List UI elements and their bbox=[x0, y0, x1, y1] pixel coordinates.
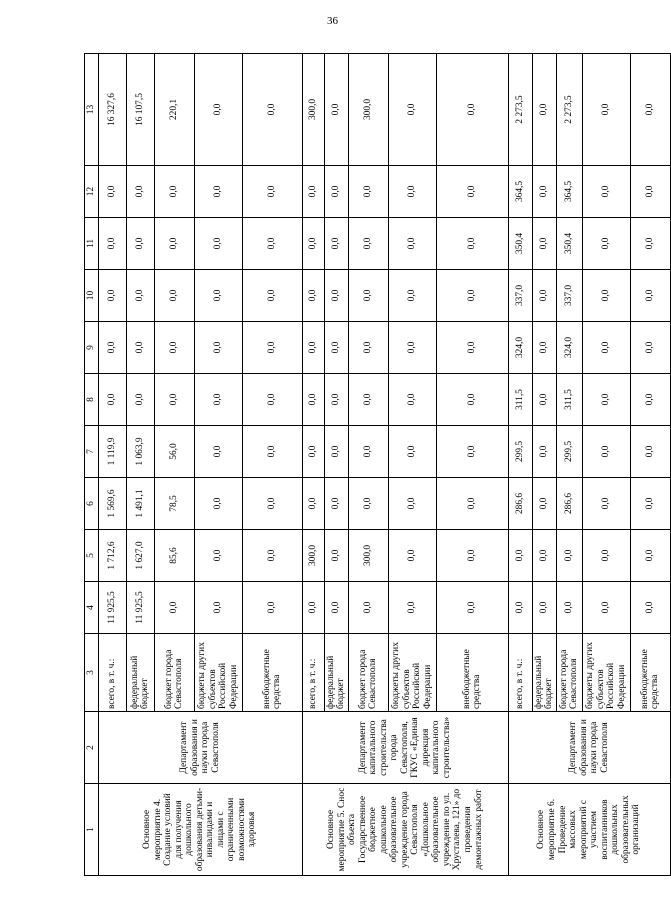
value-cell: 300,0 bbox=[302, 54, 324, 166]
value-cell: 0,0 bbox=[154, 322, 194, 374]
column-header-7: 7 bbox=[85, 426, 99, 478]
table-body bbox=[98, 54, 670, 876]
value-cell: 299,5 bbox=[508, 426, 532, 478]
value-cell: 0,0 bbox=[242, 322, 302, 374]
column-header-6: 6 bbox=[85, 478, 99, 530]
value-cell: 0,0 bbox=[348, 374, 388, 426]
value-cell: 300,0 bbox=[348, 54, 388, 166]
value-cell: 0,0 bbox=[388, 582, 436, 634]
value-cell: 0,0 bbox=[436, 270, 508, 322]
column-header-2: 2 bbox=[85, 712, 99, 784]
value-cell: 1 491,1 bbox=[126, 478, 154, 530]
value-cell: 0,0 bbox=[532, 322, 556, 374]
funding-source-cell: бюджеты других субъектов Российской Федерации bbox=[388, 634, 436, 712]
funding-source-cell: федеральный бюджет bbox=[324, 634, 348, 712]
value-cell: 0,0 bbox=[126, 374, 154, 426]
column-header-1: 1 bbox=[85, 784, 99, 876]
executor-cell: Департамент образования и науки города Севастополя bbox=[508, 712, 670, 784]
value-cell: 0,0 bbox=[348, 322, 388, 374]
value-cell: 0,0 bbox=[630, 582, 670, 634]
value-cell: 0,0 bbox=[532, 54, 556, 166]
funding-source-cell: бюджеты других субъектов Российской Федерации bbox=[582, 634, 630, 712]
value-cell: 0,0 bbox=[154, 218, 194, 270]
value-cell: 0,0 bbox=[242, 426, 302, 478]
value-cell: 0,0 bbox=[324, 54, 348, 166]
value-cell: 0,0 bbox=[630, 426, 670, 478]
value-cell: 299,5 bbox=[556, 426, 582, 478]
value-cell: 0,0 bbox=[194, 322, 242, 374]
value-cell: 300,0 bbox=[348, 530, 388, 582]
value-cell: 56,0 bbox=[154, 426, 194, 478]
value-cell: 0,0 bbox=[532, 374, 556, 426]
column-header-4: 4 bbox=[85, 582, 99, 634]
value-cell: 0,0 bbox=[194, 374, 242, 426]
funding-source-cell: внебюджетные средства bbox=[242, 634, 302, 712]
page-number: 36 bbox=[327, 15, 338, 27]
measure-cell: Основное мероприятие 4. Создание условий для получения дошкольного образования детьми-инвалидами и лицами с ограниченными возможностями здоровья bbox=[98, 784, 302, 876]
value-cell: 0,0 bbox=[154, 270, 194, 322]
value-cell: 364,5 bbox=[556, 166, 582, 218]
value-cell: 0,0 bbox=[126, 270, 154, 322]
value-cell: 0,0 bbox=[532, 218, 556, 270]
value-cell: 0,0 bbox=[302, 270, 324, 322]
funding-source-cell: всего, в т. ч.: bbox=[508, 634, 532, 712]
table-row bbox=[98, 54, 126, 876]
value-cell: 0,0 bbox=[436, 530, 508, 582]
column-header-9: 9 bbox=[85, 322, 99, 374]
value-cell: 0,0 bbox=[348, 218, 388, 270]
value-cell: 220,1 bbox=[154, 54, 194, 166]
value-cell: 16 327,6 bbox=[98, 54, 126, 166]
value-cell: 0,0 bbox=[582, 582, 630, 634]
value-cell: 0,0 bbox=[194, 478, 242, 530]
value-cell: 0,0 bbox=[126, 166, 154, 218]
value-cell: 0,0 bbox=[242, 54, 302, 166]
value-cell: 0,0 bbox=[582, 426, 630, 478]
value-cell: 11 925,5 bbox=[126, 582, 154, 634]
value-cell: 0,0 bbox=[532, 166, 556, 218]
value-cell: 0,0 bbox=[582, 218, 630, 270]
value-cell: 0,0 bbox=[582, 54, 630, 166]
value-cell: 0,0 bbox=[436, 166, 508, 218]
value-cell: 11 925,5 bbox=[98, 582, 126, 634]
value-cell: 0,0 bbox=[302, 322, 324, 374]
value-cell: 1 119,9 bbox=[98, 426, 126, 478]
value-cell: 0,0 bbox=[242, 530, 302, 582]
value-cell: 0,0 bbox=[348, 478, 388, 530]
column-header-10: 10 bbox=[85, 270, 99, 322]
value-cell: 0,0 bbox=[436, 54, 508, 166]
value-cell: 85,6 bbox=[154, 530, 194, 582]
value-cell: 350,4 bbox=[508, 218, 532, 270]
column-header-3: 3 bbox=[85, 634, 99, 712]
table-row bbox=[508, 54, 532, 876]
value-cell: 0,0 bbox=[324, 322, 348, 374]
funding-source-cell: бюджеты других субъектов Российской Федерации bbox=[194, 634, 242, 712]
value-cell: 0,0 bbox=[436, 478, 508, 530]
value-cell: 0,0 bbox=[242, 218, 302, 270]
value-cell: 0,0 bbox=[154, 166, 194, 218]
value-cell: 0,0 bbox=[242, 166, 302, 218]
value-cell: 0,0 bbox=[324, 426, 348, 478]
value-cell: 0,0 bbox=[98, 322, 126, 374]
value-cell: 0,0 bbox=[436, 426, 508, 478]
value-cell: 0,0 bbox=[630, 54, 670, 166]
value-cell: 1 569,6 bbox=[98, 478, 126, 530]
value-cell: 0,0 bbox=[154, 582, 194, 634]
value-cell: 337,0 bbox=[508, 270, 532, 322]
funding-source-cell: всего, в т. ч.: bbox=[98, 634, 126, 712]
value-cell: 1 627,0 bbox=[126, 530, 154, 582]
funding-source-cell: бюджет города Севастополя bbox=[348, 634, 388, 712]
funding-source-cell: бюджет города Севастополя bbox=[154, 634, 194, 712]
value-cell: 0,0 bbox=[98, 218, 126, 270]
value-cell: 0,0 bbox=[630, 218, 670, 270]
value-cell: 0,0 bbox=[324, 166, 348, 218]
value-cell: 0,0 bbox=[324, 218, 348, 270]
value-cell: 0,0 bbox=[388, 54, 436, 166]
value-cell: 0,0 bbox=[532, 582, 556, 634]
value-cell: 0,0 bbox=[630, 166, 670, 218]
value-cell: 0,0 bbox=[302, 582, 324, 634]
value-cell: 2 273,5 bbox=[508, 54, 532, 166]
funding-source-cell: бюджет города Севастополя bbox=[556, 634, 582, 712]
value-cell: 0,0 bbox=[324, 478, 348, 530]
funding-source-cell: внебюджетные средства bbox=[436, 634, 508, 712]
value-cell: 0,0 bbox=[436, 218, 508, 270]
value-cell: 0,0 bbox=[582, 478, 630, 530]
value-cell: 0,0 bbox=[194, 166, 242, 218]
value-cell: 0,0 bbox=[388, 374, 436, 426]
value-cell: 0,0 bbox=[582, 166, 630, 218]
value-cell: 78,5 bbox=[154, 478, 194, 530]
value-cell: 0,0 bbox=[324, 582, 348, 634]
value-cell: 0,0 bbox=[508, 582, 532, 634]
value-cell: 0,0 bbox=[302, 166, 324, 218]
value-cell: 0,0 bbox=[388, 166, 436, 218]
value-cell: 16 107,5 bbox=[126, 54, 154, 166]
value-cell: 0,0 bbox=[302, 218, 324, 270]
value-cell: 0,0 bbox=[302, 374, 324, 426]
value-cell: 0,0 bbox=[348, 582, 388, 634]
value-cell: 0,0 bbox=[242, 478, 302, 530]
value-cell: 0,0 bbox=[194, 426, 242, 478]
measure-cell: Основное мероприятие 6. Проведение массовых мероприятий с участием воспитанников дошкольных образовательных организаций bbox=[508, 784, 670, 876]
value-cell: 0,0 bbox=[388, 426, 436, 478]
value-cell: 311,5 bbox=[508, 374, 532, 426]
value-cell: 0,0 bbox=[388, 218, 436, 270]
value-cell: 1 712,6 bbox=[98, 530, 126, 582]
value-cell: 0,0 bbox=[242, 582, 302, 634]
executor-cell: Департамент образования и науки города Севастополя bbox=[98, 712, 302, 784]
value-cell: 286,6 bbox=[556, 478, 582, 530]
value-cell: 0,0 bbox=[348, 166, 388, 218]
value-cell: 364,5 bbox=[508, 166, 532, 218]
value-cell: 0,0 bbox=[194, 218, 242, 270]
value-cell: 0,0 bbox=[556, 530, 582, 582]
value-cell: 1 063,9 bbox=[126, 426, 154, 478]
value-cell: 0,0 bbox=[508, 530, 532, 582]
column-header-13: 13 bbox=[85, 54, 99, 166]
value-cell: 0,0 bbox=[194, 530, 242, 582]
value-cell: 0,0 bbox=[324, 270, 348, 322]
value-cell: 0,0 bbox=[126, 218, 154, 270]
value-cell: 0,0 bbox=[630, 374, 670, 426]
value-cell: 0,0 bbox=[194, 582, 242, 634]
value-cell: 0,0 bbox=[532, 530, 556, 582]
value-cell: 0,0 bbox=[154, 374, 194, 426]
value-cell: 324,0 bbox=[556, 322, 582, 374]
value-cell: 0,0 bbox=[436, 322, 508, 374]
value-cell: 0,0 bbox=[630, 270, 670, 322]
value-cell: 0,0 bbox=[302, 478, 324, 530]
funding-source-cell: внебюджетные средства bbox=[630, 634, 670, 712]
value-cell: 0,0 bbox=[388, 322, 436, 374]
value-cell: 0,0 bbox=[126, 322, 154, 374]
value-cell: 0,0 bbox=[582, 374, 630, 426]
value-cell: 337,0 bbox=[556, 270, 582, 322]
value-cell: 0,0 bbox=[582, 322, 630, 374]
value-cell: 0,0 bbox=[532, 478, 556, 530]
value-cell: 0,0 bbox=[324, 530, 348, 582]
rotated-table-wrapper bbox=[84, 54, 661, 876]
value-cell: 0,0 bbox=[302, 426, 324, 478]
value-cell: 0,0 bbox=[194, 54, 242, 166]
value-cell: 0,0 bbox=[388, 478, 436, 530]
value-cell: 0,0 bbox=[242, 270, 302, 322]
value-cell: 0,0 bbox=[348, 426, 388, 478]
header-row bbox=[85, 54, 99, 876]
value-cell: 0,0 bbox=[436, 582, 508, 634]
value-cell: 0,0 bbox=[98, 374, 126, 426]
value-cell: 311,5 bbox=[556, 374, 582, 426]
value-cell: 0,0 bbox=[582, 530, 630, 582]
value-cell: 0,0 bbox=[532, 426, 556, 478]
value-cell: 0,0 bbox=[324, 374, 348, 426]
funding-source-cell: всего, в т. ч.: bbox=[302, 634, 324, 712]
value-cell: 0,0 bbox=[194, 270, 242, 322]
value-cell: 0,0 bbox=[556, 582, 582, 634]
table-row bbox=[302, 54, 324, 876]
value-cell: 0,0 bbox=[436, 374, 508, 426]
value-cell: 0,0 bbox=[630, 322, 670, 374]
value-cell: 286,6 bbox=[508, 478, 532, 530]
column-header-11: 11 bbox=[85, 218, 99, 270]
value-cell: 300,0 bbox=[302, 530, 324, 582]
value-cell: 0,0 bbox=[630, 530, 670, 582]
value-cell: 0,0 bbox=[242, 374, 302, 426]
value-cell: 0,0 bbox=[98, 166, 126, 218]
funding-source-cell: федеральный бюджет bbox=[532, 634, 556, 712]
measure-cell: Основное мероприятие 5. Снос объекта Государственное бюджетное дошкольное образовательное учреждение города Севастополя «Дошкольное образовательное учреждение по ул. Хрусталева, 121» до проведения демонтажных работ bbox=[302, 784, 508, 876]
funding-source-cell: федеральный бюджет bbox=[126, 634, 154, 712]
column-header-5: 5 bbox=[85, 530, 99, 582]
executor-cell: Департамент капитального строительства города Севастополя, ГКУС «Единая дирекция капитального строительства» bbox=[302, 712, 508, 784]
value-cell: 0,0 bbox=[582, 270, 630, 322]
value-cell: 0,0 bbox=[388, 270, 436, 322]
value-cell: 324,0 bbox=[508, 322, 532, 374]
budget-table bbox=[84, 53, 671, 876]
value-cell: 0,0 bbox=[630, 478, 670, 530]
value-cell: 350,4 bbox=[556, 218, 582, 270]
value-cell: 0,0 bbox=[532, 270, 556, 322]
column-header-12: 12 bbox=[85, 166, 99, 218]
value-cell: 2 273,5 bbox=[556, 54, 582, 166]
value-cell: 0,0 bbox=[348, 270, 388, 322]
value-cell: 0,0 bbox=[98, 270, 126, 322]
column-header-8: 8 bbox=[85, 374, 99, 426]
value-cell: 0,0 bbox=[388, 530, 436, 582]
